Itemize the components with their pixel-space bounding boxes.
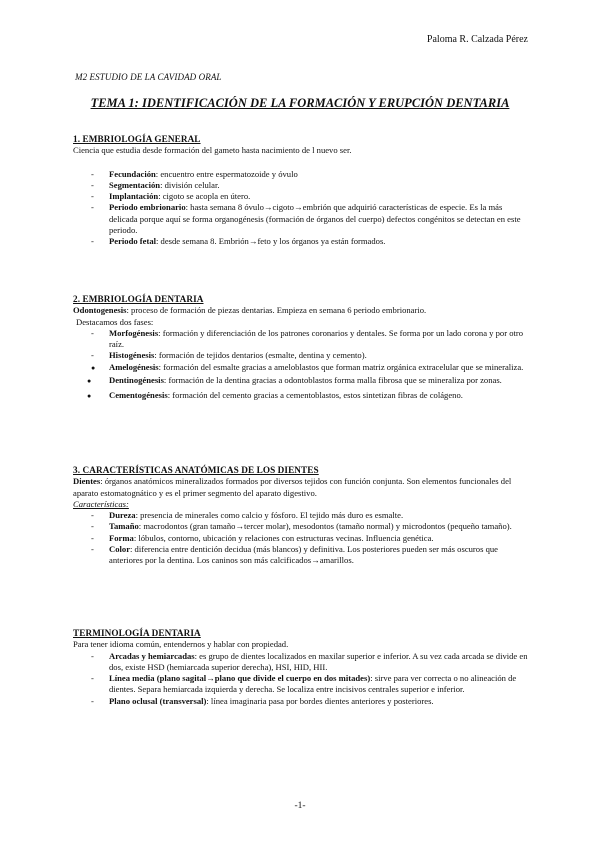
- section-list: [73, 328, 533, 402]
- list-item: - Segmentación: división celular.: [91, 179, 220, 190]
- section-list: [73, 651, 533, 707]
- section-list: [73, 510, 533, 566]
- course-name: M2 ESTUDIO DE LA CAVIDAD ORAL: [75, 72, 222, 82]
- list-item: ● Cementogénesis: formación del cemento gracias a cementoblastos, estos sintetizan fibras de colágeno.: [87, 390, 463, 401]
- author-name: Paloma R. Calzada Pérez: [426, 34, 528, 45]
- list-item: - Morfogénesis: formación y diferenciación de los patrones coronarios y dentales. Se forma por un lado corona y por otro raíz.: [91, 327, 524, 350]
- section-caracteristicas-anatomicas: [73, 465, 533, 567]
- list-item: - Periodo embrionario: hasta semana 8 óvulo→cigoto→embrión que adquirió características de especie. Es la más delicada porque aquí se forma organogénesis (formación de órganos del cuerpo) defectos congénitos se detectan en este periodo.: [91, 202, 521, 236]
- list-item: - Periodo fetal: desde semana 8. Embrión→feto y los órganos ya están formados.: [91, 236, 386, 247]
- list-item: - Dureza: presencia de minerales como calcio y fósforo. El tejido más duro es esmalte.: [91, 510, 404, 521]
- section-terminologia-dentaria: [73, 628, 533, 707]
- list-item: - Línea media (plano sagital→plano que divide el cuerpo en dos mitades): sirve para ver correcta o no alineación de dientes. Separa hemiarcada izquierda y derecha. Se localiza entre incisivos centrales superior e inferior.: [91, 673, 517, 695]
- section-embriologia-general: [73, 134, 533, 248]
- section-intro-2: Destacamos dos fases:: [76, 316, 154, 327]
- section-intro: Odontogenesis: proceso de formación de piezas dentarias. Empieza en semana 6 periodo embrionario.: [73, 305, 427, 316]
- list-item: - Plano oclusal (transversal): línea imaginaria pasa por bordes dientes anteriores y posteriores.: [91, 695, 434, 706]
- list-item: - Histogénesis: formación de tejidos dentarios (esmalte, dentina y cemento).: [91, 350, 367, 361]
- section-heading: 2. EMBRIOLOGÍA DENTARIA: [73, 294, 204, 304]
- list-item: - Tamaño: macrodontos (gran tamaño→tercer molar), mesodontos (tamaño normal) y microdontos (pequeño tamaño).: [91, 521, 512, 532]
- document-title: TEMA 1: IDENTIFICACIÓN DE LA FORMACIÓN Y ERUPCIÓN DENTARIA: [90, 96, 510, 110]
- list-item: ● Dentinogénesis: formación de la dentina gracias a odontoblastos forma malla fibrosa que se mineraliza por zonas.: [87, 375, 502, 386]
- section-intro: Dientes: órganos anatómicos mineralizados formados por diversos tejidos con función conjunta. Son elementos funcionales del aparato estomatognático y es el primer segmento del aparato digestivo.: [73, 476, 512, 498]
- list-item: - Color: diferencia entre dentición decidua (más blancos) y definitiva. Los posteriores pueden ser más oscuros que anteriores por la dentina. Los caninos son más calcificados→amarillos.: [91, 544, 498, 566]
- section-heading: 3. CARACTERÍSTICAS ANATÓMICAS DE LOS DIENTES: [73, 465, 319, 475]
- list-item: - Implantación: cigoto se acopla en útero.: [91, 191, 251, 202]
- section-intro: Para tener idioma común, entendernos y hablar con propiedad.: [73, 639, 289, 650]
- list-item: - Forma: lóbulos, contorno, ubicación y relaciones con estructuras vecinas. Influencia genética.: [91, 532, 434, 543]
- page-number: -1-: [294, 801, 306, 811]
- section-intro: Ciencia que estudia desde formación del gameto hasta nacimiento de l nuevo ser.: [73, 145, 352, 156]
- section-heading: 1. EMBRIOLOGÍA GENERAL: [73, 134, 201, 144]
- section-list: [73, 169, 533, 248]
- list-item: - Arcadas y hemiarcadas: es grupo de dientes localizados en maxilar superior e inferior. A su vez cada arcada se divide en dos, existe HSD (hemiarcada superior derecha), HSI, HID, HII.: [91, 650, 528, 672]
- list-item: ● Amelogénesis: formación del esmalte gracias a ameloblastos que forman matriz orgánica extracelular que se mineraliza.: [91, 361, 524, 372]
- section-subheading: Características:: [73, 498, 129, 509]
- section-heading: TERMINOLOGÍA DENTARIA: [73, 628, 201, 638]
- list-item: - Fecundación: encuentro entre espermatozoide y óvulo: [91, 168, 298, 179]
- section-embriologia-dentaria: [73, 294, 533, 402]
